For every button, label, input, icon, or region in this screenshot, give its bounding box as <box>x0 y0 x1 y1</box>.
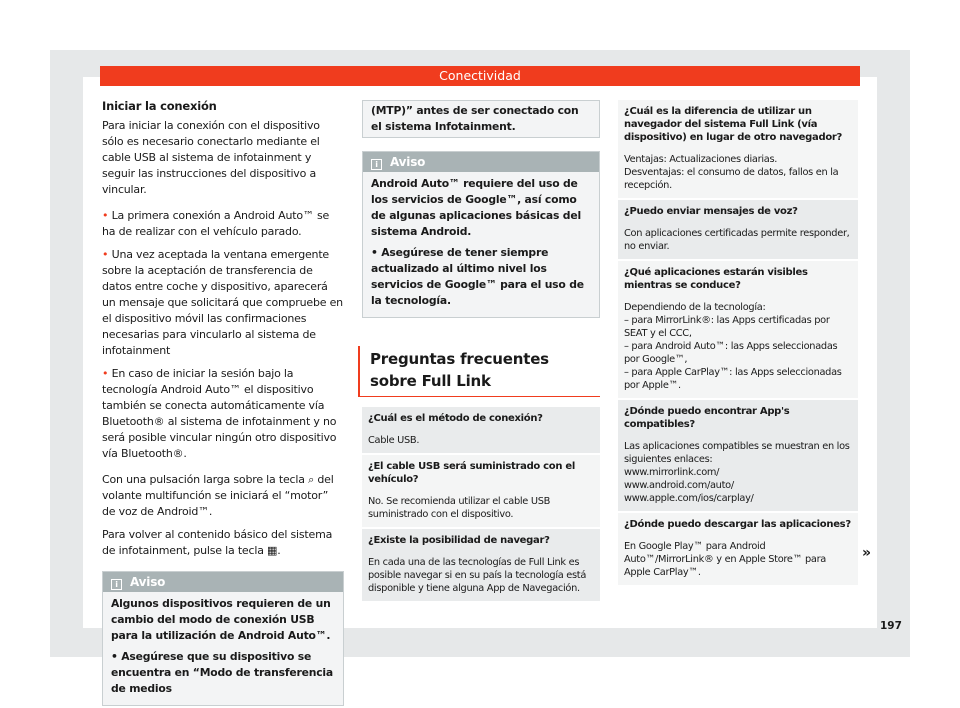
paragraph: Para iniciar la conexión con el dispositivo sólo es necesario conectarlo mediante el cable USB al sistema de infotainment y seguir las instrucciones del dispositivo a vincular. <box>102 119 320 196</box>
faq-item: ¿Existe la posibilidad de navegar? En cada una de las tecnologías de Full Link es posible navegar si en su país la tecnología está disponible y tiene alguna App de Navegación. <box>362 529 600 601</box>
faq-item: ¿Qué aplicaciones estarán visibles mientras se conduce? Dependiendo de la tecnología: – para MirrorLink®: las Apps certificadas por SEAT y el CCC, – para Android Auto™: las Apps seleccionadas por Google™, – para Apple CarPlay™: las Apps seleccionadas por Apple™. <box>618 261 858 398</box>
notice-text: Android Auto™ requiere del uso de los servicios de Google™, así como de algunas aplicaciones básicas del sistema Android. <box>371 177 581 238</box>
chapter-header: Conectividad <box>100 66 860 86</box>
bullet-icon: • <box>102 248 112 261</box>
section-title: Preguntas frecuentes sobre Full Link <box>358 346 600 397</box>
bullet-icon: • <box>102 367 112 380</box>
bullet-item: • Una vez aceptada la ventana emergente sobre la aceptación de transferencia de datos entre coche y dispositivo, aparecerá un mensaje que solicitará que compruebe en el dispositivo móvil las confirmaciones necesarias para vincularlo al sistema de infotainment <box>102 248 343 357</box>
notice-continued: (MTP)” antes de ser conectado con el sistema Infotainment. <box>362 100 600 138</box>
notice-header: i Aviso <box>103 572 343 592</box>
voice-key-icon: ⌕ <box>308 473 315 486</box>
faq-item: ¿Dónde puedo descargar las aplicaciones? En Google Play™ para Android Auto™/MirrorLink® y en Apple Store™ para Apple CarPlay™. <box>618 513 858 585</box>
notice-bullet: • Asegúrese de tener siempre actualizado al último nivel los servicios de Google™ para el uso de la tecnología. <box>371 246 584 307</box>
notice-box <box>102 571 344 706</box>
paragraph: Con una pulsación larga sobre la tecla ⌕ del volante multifunción se iniciará el “motor” de voz de Android™. <box>102 473 334 518</box>
notice-header: i Aviso <box>363 152 599 172</box>
bullet-item: • La primera conexión a Android Auto™ se ha de realizar con el vehículo parado. <box>102 209 330 238</box>
continue-mark: » <box>862 545 872 561</box>
bullet-icon: • <box>102 209 112 222</box>
bullet-item: • En caso de iniciar la sesión bajo la tecnología Android Auto™ el dispositivo también se conecta automáticamente vía Bluetooth® al sistema de infotainment y no será posible vincular ningún otro dispositivo vía Bluetooth®. <box>102 367 337 460</box>
info-icon: i <box>111 579 122 590</box>
faq-item: ¿Cuál es la diferencia de utilizar un navegador del sistema Full Link (vía dispositivo) en lugar de otro navegador? Ventajas: Actualizaciones diarias. Desventajas: el consumo de datos, fallos en la recepción. <box>618 100 858 198</box>
section-heading: Iniciar la conexión <box>102 99 217 113</box>
faq-item: ¿El cable USB será suministrado con el vehículo? No. Se recomienda utilizar el cable USB suministrado con el dispositivo. <box>362 455 600 527</box>
column-3 <box>618 100 858 587</box>
home-key-icon: ▦ <box>267 544 278 557</box>
notice-box <box>362 151 600 318</box>
faq-item: ¿Cuál es el método de conexión? Cable USB. <box>362 407 600 453</box>
faq-item: ¿Puedo enviar mensajes de voz? Con aplicaciones certificadas permite responder, no enviar. <box>618 200 858 259</box>
faq-item: ¿Dónde puedo encontrar App's compatibles? Las aplicaciones compatibles se muestran en los siguientes enlaces: www.mirrorlink.com/ www.android.com/auto/ www.apple.com/ios/carplay/ <box>618 400 858 511</box>
column-2 <box>362 100 600 603</box>
notice-text: Algunos dispositivos requieren de un cambio del modo de conexión USB para la utilización de Android Auto™. <box>111 597 331 642</box>
paragraph: Para volver al contenido básico del sistema de infotainment, pulse la tecla ▦. <box>102 528 333 557</box>
column-1 <box>102 98 344 706</box>
info-icon: i <box>371 159 382 170</box>
page-number: 197 <box>880 620 902 632</box>
notice-bullet: • Asegúrese que su dispositivo se encuentra en “Modo de transferencia de medios <box>111 650 334 695</box>
